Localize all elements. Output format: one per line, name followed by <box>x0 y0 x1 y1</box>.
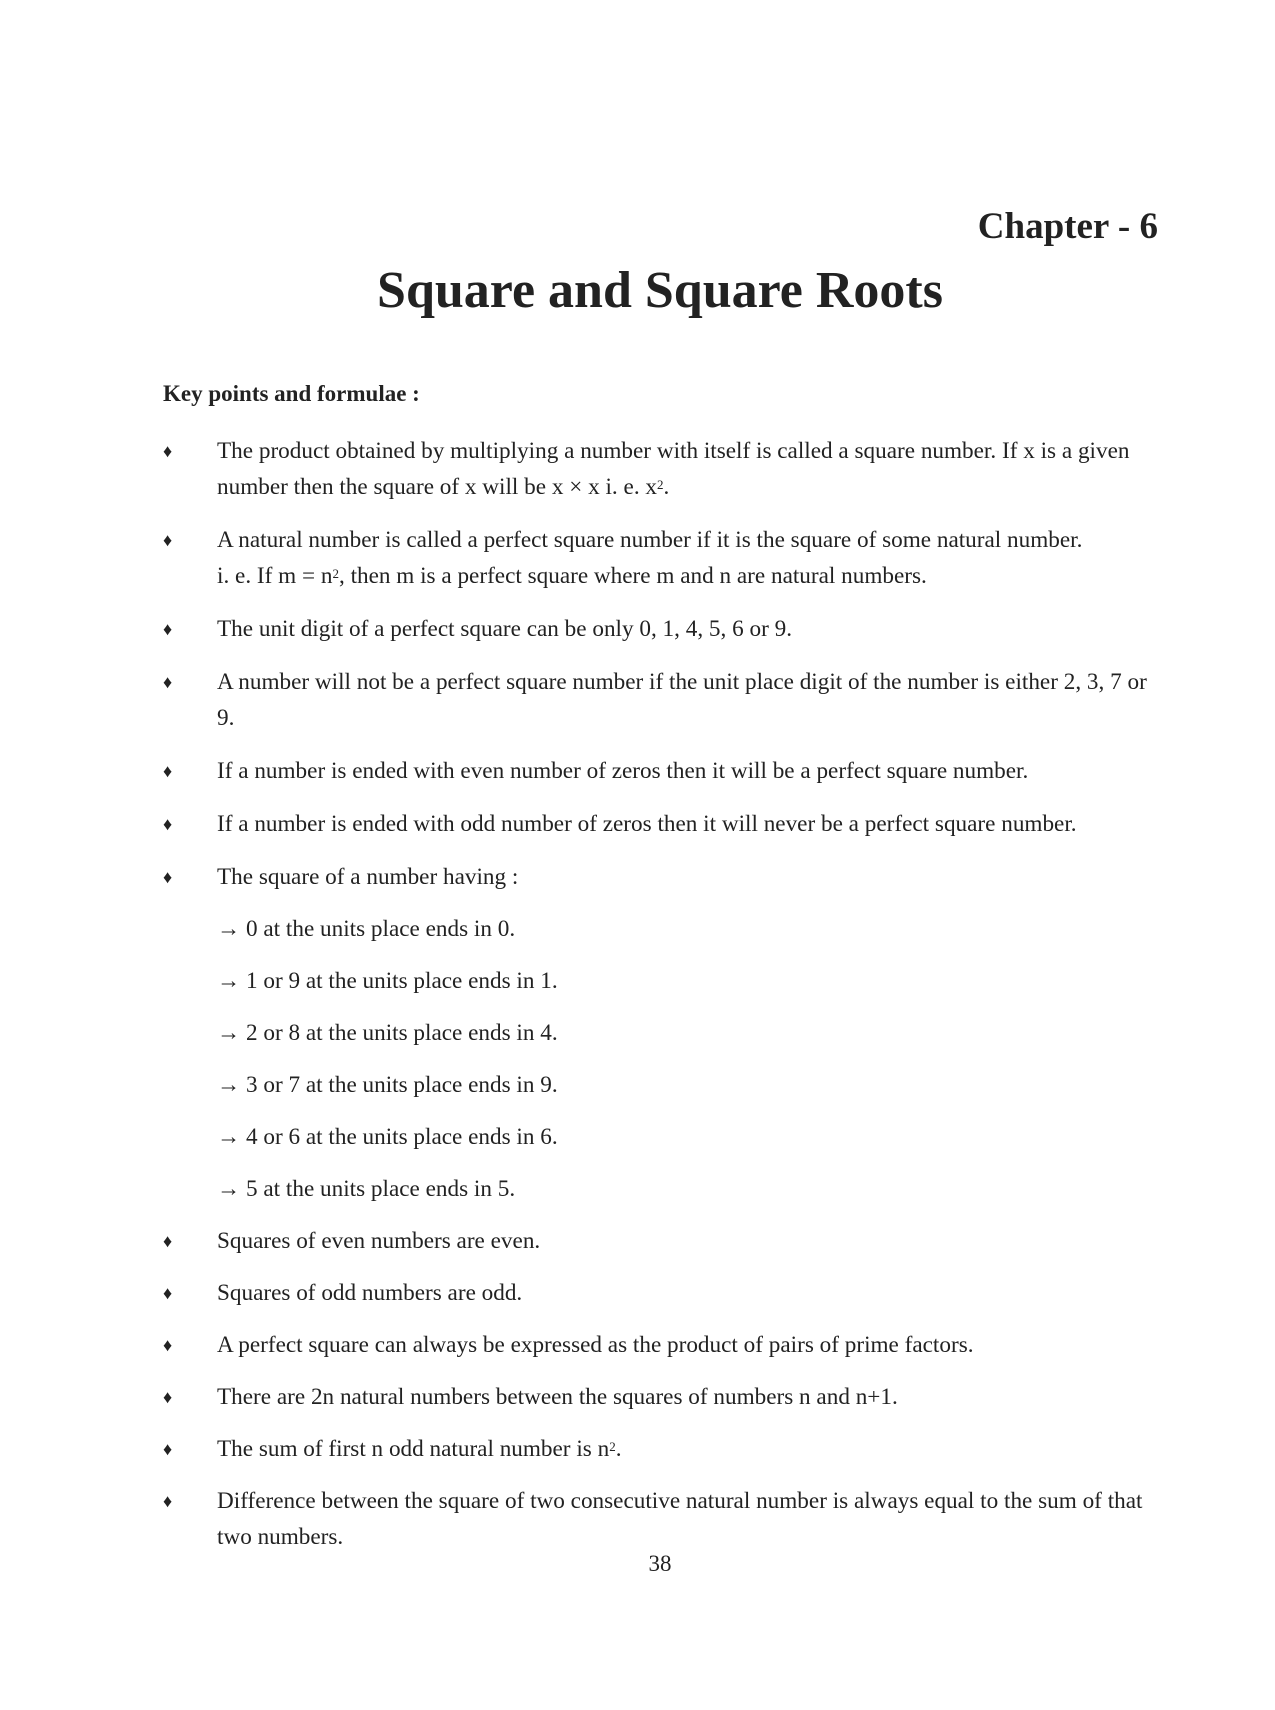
key-point-text-part: . <box>615 1436 622 1462</box>
key-point-text-part: . <box>663 474 670 500</box>
key-point-text: Difference between the square of two consecutive natural number is always equal to the sum of that <box>217 1488 1143 1514</box>
key-point <box>163 1275 1163 1311</box>
key-point <box>163 1379 1163 1415</box>
key-point <box>163 753 1163 789</box>
diamond-bullet-icon: ♦ <box>163 441 173 461</box>
diamond-bullet-icon: ♦ <box>163 530 173 550</box>
sub-point: → 4 or 6 at the units place ends in 6. <box>217 1124 558 1150</box>
diamond-bullet-icon: ♦ <box>163 1439 173 1459</box>
sub-point: → 0 at the units place ends in 0. <box>217 916 516 942</box>
diamond-bullet-icon: ♦ <box>163 1335 173 1355</box>
key-point-text: Squares of odd numbers are odd. <box>217 1280 523 1306</box>
diamond-bullet-icon: ♦ <box>163 672 173 692</box>
key-point-text: A natural number is called a perfect square number if it is the square of some natural number. <box>217 527 1083 553</box>
sub-point: → 3 or 7 at the units place ends in 9. <box>217 1072 558 1098</box>
key-point-text: The product obtained by multiplying a number with itself is called a square number. If x is a given <box>217 438 1130 464</box>
key-point-text <box>217 1431 1163 1467</box>
key-point-text: If a number is ended with even number of zeros then it will be a perfect square number. <box>217 758 1029 784</box>
key-point <box>163 1223 1163 1259</box>
key-point <box>163 611 1163 647</box>
key-point-text: Squares of even numbers are even. <box>217 1228 541 1254</box>
key-point <box>163 859 1163 895</box>
section-heading: Key points and formulae : <box>163 381 420 406</box>
diamond-bullet-icon: ♦ <box>163 1387 173 1407</box>
key-point-text-part: , then m is a perfect square where m and n are natural numbers. <box>338 563 927 589</box>
diamond-bullet-icon: ♦ <box>163 619 173 639</box>
key-point-text: A perfect square can always be expressed as the product of pairs of prime factors. <box>217 1332 974 1358</box>
diamond-bullet-icon: ♦ <box>163 1231 173 1251</box>
key-point <box>163 433 1163 505</box>
key-point <box>163 1483 1163 1555</box>
key-point-text-part: i. e. If m = n <box>217 563 333 589</box>
key-point-text: A number will not be a perfect square number if the unit place digit of the number is either 2, 3, 7 or 9. <box>217 669 1147 731</box>
diamond-bullet-icon: ♦ <box>163 867 173 887</box>
key-point-text-part: number then the square of x will be x × x i. e. x <box>217 474 658 500</box>
key-point <box>163 1327 1163 1363</box>
key-point <box>163 664 1163 736</box>
key-point-text: two numbers. <box>217 1524 344 1550</box>
key-point <box>163 1431 1163 1467</box>
diamond-bullet-icon: ♦ <box>163 1491 173 1511</box>
sub-point: → 5 at the units place ends in 5. <box>217 1176 516 1202</box>
diamond-bullet-icon: ♦ <box>163 761 173 781</box>
diamond-bullet-icon: ♦ <box>163 1283 173 1303</box>
superscript: 2 <box>657 477 664 492</box>
key-point-text <box>217 558 1163 594</box>
diamond-bullet-icon: ♦ <box>163 814 173 834</box>
key-point-text: The unit digit of a perfect square can be only 0, 1, 4, 5, 6 or 9. <box>217 616 793 642</box>
superscript: 2 <box>332 566 339 581</box>
superscript: 2 <box>609 1439 616 1454</box>
page-number: 38 <box>648 1551 672 1576</box>
key-point-text: There are 2n natural numbers between the squares of numbers n and n+1. <box>217 1384 898 1410</box>
key-points-list <box>163 433 1163 1572</box>
chapter-label: Chapter - 6 <box>977 206 1158 247</box>
key-point <box>163 522 1163 594</box>
key-point-text: The square of a number having : <box>217 864 519 890</box>
chapter-title: Square and Square Roots <box>377 262 943 319</box>
key-point-text-part: The sum of first n odd natural number is n <box>217 1436 610 1462</box>
sub-point: → 2 or 8 at the units place ends in 4. <box>217 1020 558 1046</box>
key-point-text <box>217 469 1163 505</box>
key-point <box>163 806 1163 842</box>
key-point-text: If a number is ended with odd number of zeros then it will never be a perfect square number. <box>217 811 1077 837</box>
sub-point: → 1 or 9 at the units place ends in 1. <box>217 968 558 994</box>
